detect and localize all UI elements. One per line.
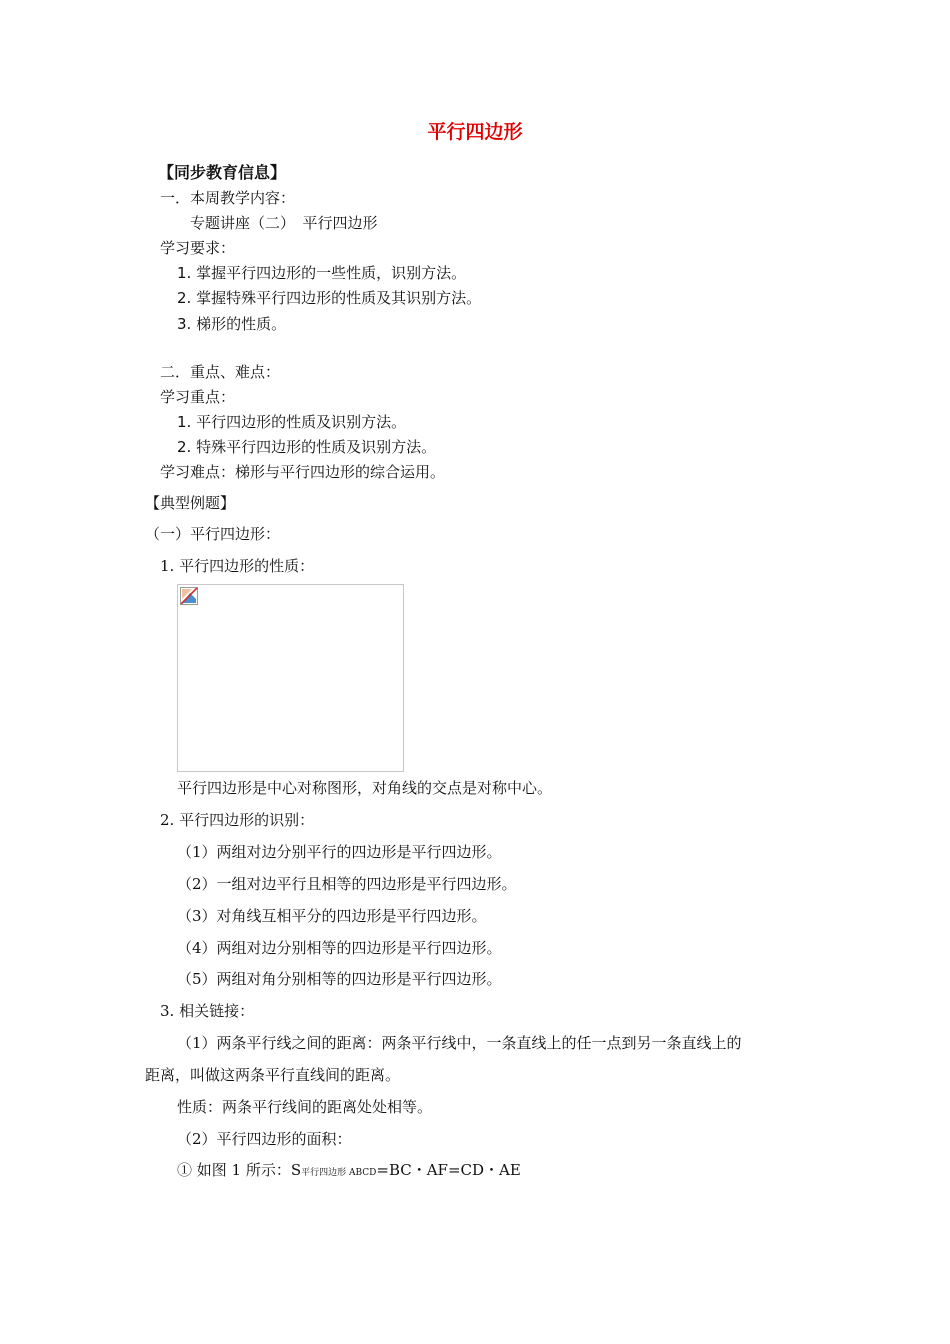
key-points-label: 学习重点： [160, 388, 236, 406]
figure-placeholder [177, 584, 404, 772]
requirement-item: 3. 梯形的性质。 [177, 315, 287, 333]
sync-info-heading: 【同步教育信息】 [158, 163, 287, 182]
examples-heading: 【典型例题】 [145, 494, 236, 512]
identification-rule: （5）两组对角分别相等的四边形是平行四边形。 [177, 970, 502, 988]
formula-subscript: 平行四边形 ABCD [301, 1168, 377, 1178]
item-1-heading: 1. 平行四边形的性质： [160, 557, 315, 575]
page-title: 平行四边形 [427, 121, 523, 143]
identification-rule: （4）两组对边分别相等的四边形是平行四边形。 [177, 939, 502, 957]
broken-image-icon [180, 587, 198, 605]
item-3-heading: 3. 相关链接： [160, 1002, 255, 1020]
item-2-heading: 2. 平行四边形的识别： [160, 811, 315, 829]
requirements-label: 学习要求： [160, 239, 236, 257]
item-1-note: 平行四边形是中心对称图形，对角线的交点是对称中心。 [177, 779, 553, 797]
key-point-item: 2. 特殊平行四边形的性质及识别方法。 [177, 438, 437, 456]
topic-line: 专题讲座（二） 平行四边形 [190, 214, 378, 232]
formula-prefix: ① 如图 1 所示：S [177, 1161, 302, 1179]
identification-rule: （3）对角线互相平分的四边形是平行四边形。 [177, 907, 487, 925]
part-1-heading: （一）平行四边形： [145, 525, 281, 543]
key-point-item: 1. 平行四边形的性质及识别方法。 [177, 413, 407, 431]
link-2-heading: （2）平行四边形的面积： [177, 1130, 352, 1148]
requirement-item: 2. 掌握特殊平行四边形的性质及其识别方法。 [177, 289, 482, 307]
section-2-heading: 二．重点、难点： [160, 363, 281, 381]
property-line: 性质：两条平行线间的距离处处相等。 [177, 1098, 433, 1116]
link-1-line-2: 距离，叫做这两条平行直线间的距离。 [145, 1066, 401, 1084]
formula-rest: =BC・AF=CD・AE [376, 1161, 521, 1179]
difficulty-line: 学习难点：梯形与平行四边形的综合运用。 [160, 463, 446, 481]
identification-rule: （2）一组对边平行且相等的四边形是平行四边形。 [177, 875, 517, 893]
requirement-item: 1. 掌握平行四边形的一些性质，识别方法。 [177, 264, 467, 282]
link-1-line-1: （1）两条平行线之间的距离：两条平行线中，一条直线上的任一点到另一条直线上的 [177, 1034, 742, 1052]
area-formula [177, 1159, 521, 1180]
section-1-heading: 一．本周教学内容： [160, 189, 296, 207]
identification-rule: （1）两组对边分别平行的四边形是平行四边形。 [177, 843, 502, 861]
